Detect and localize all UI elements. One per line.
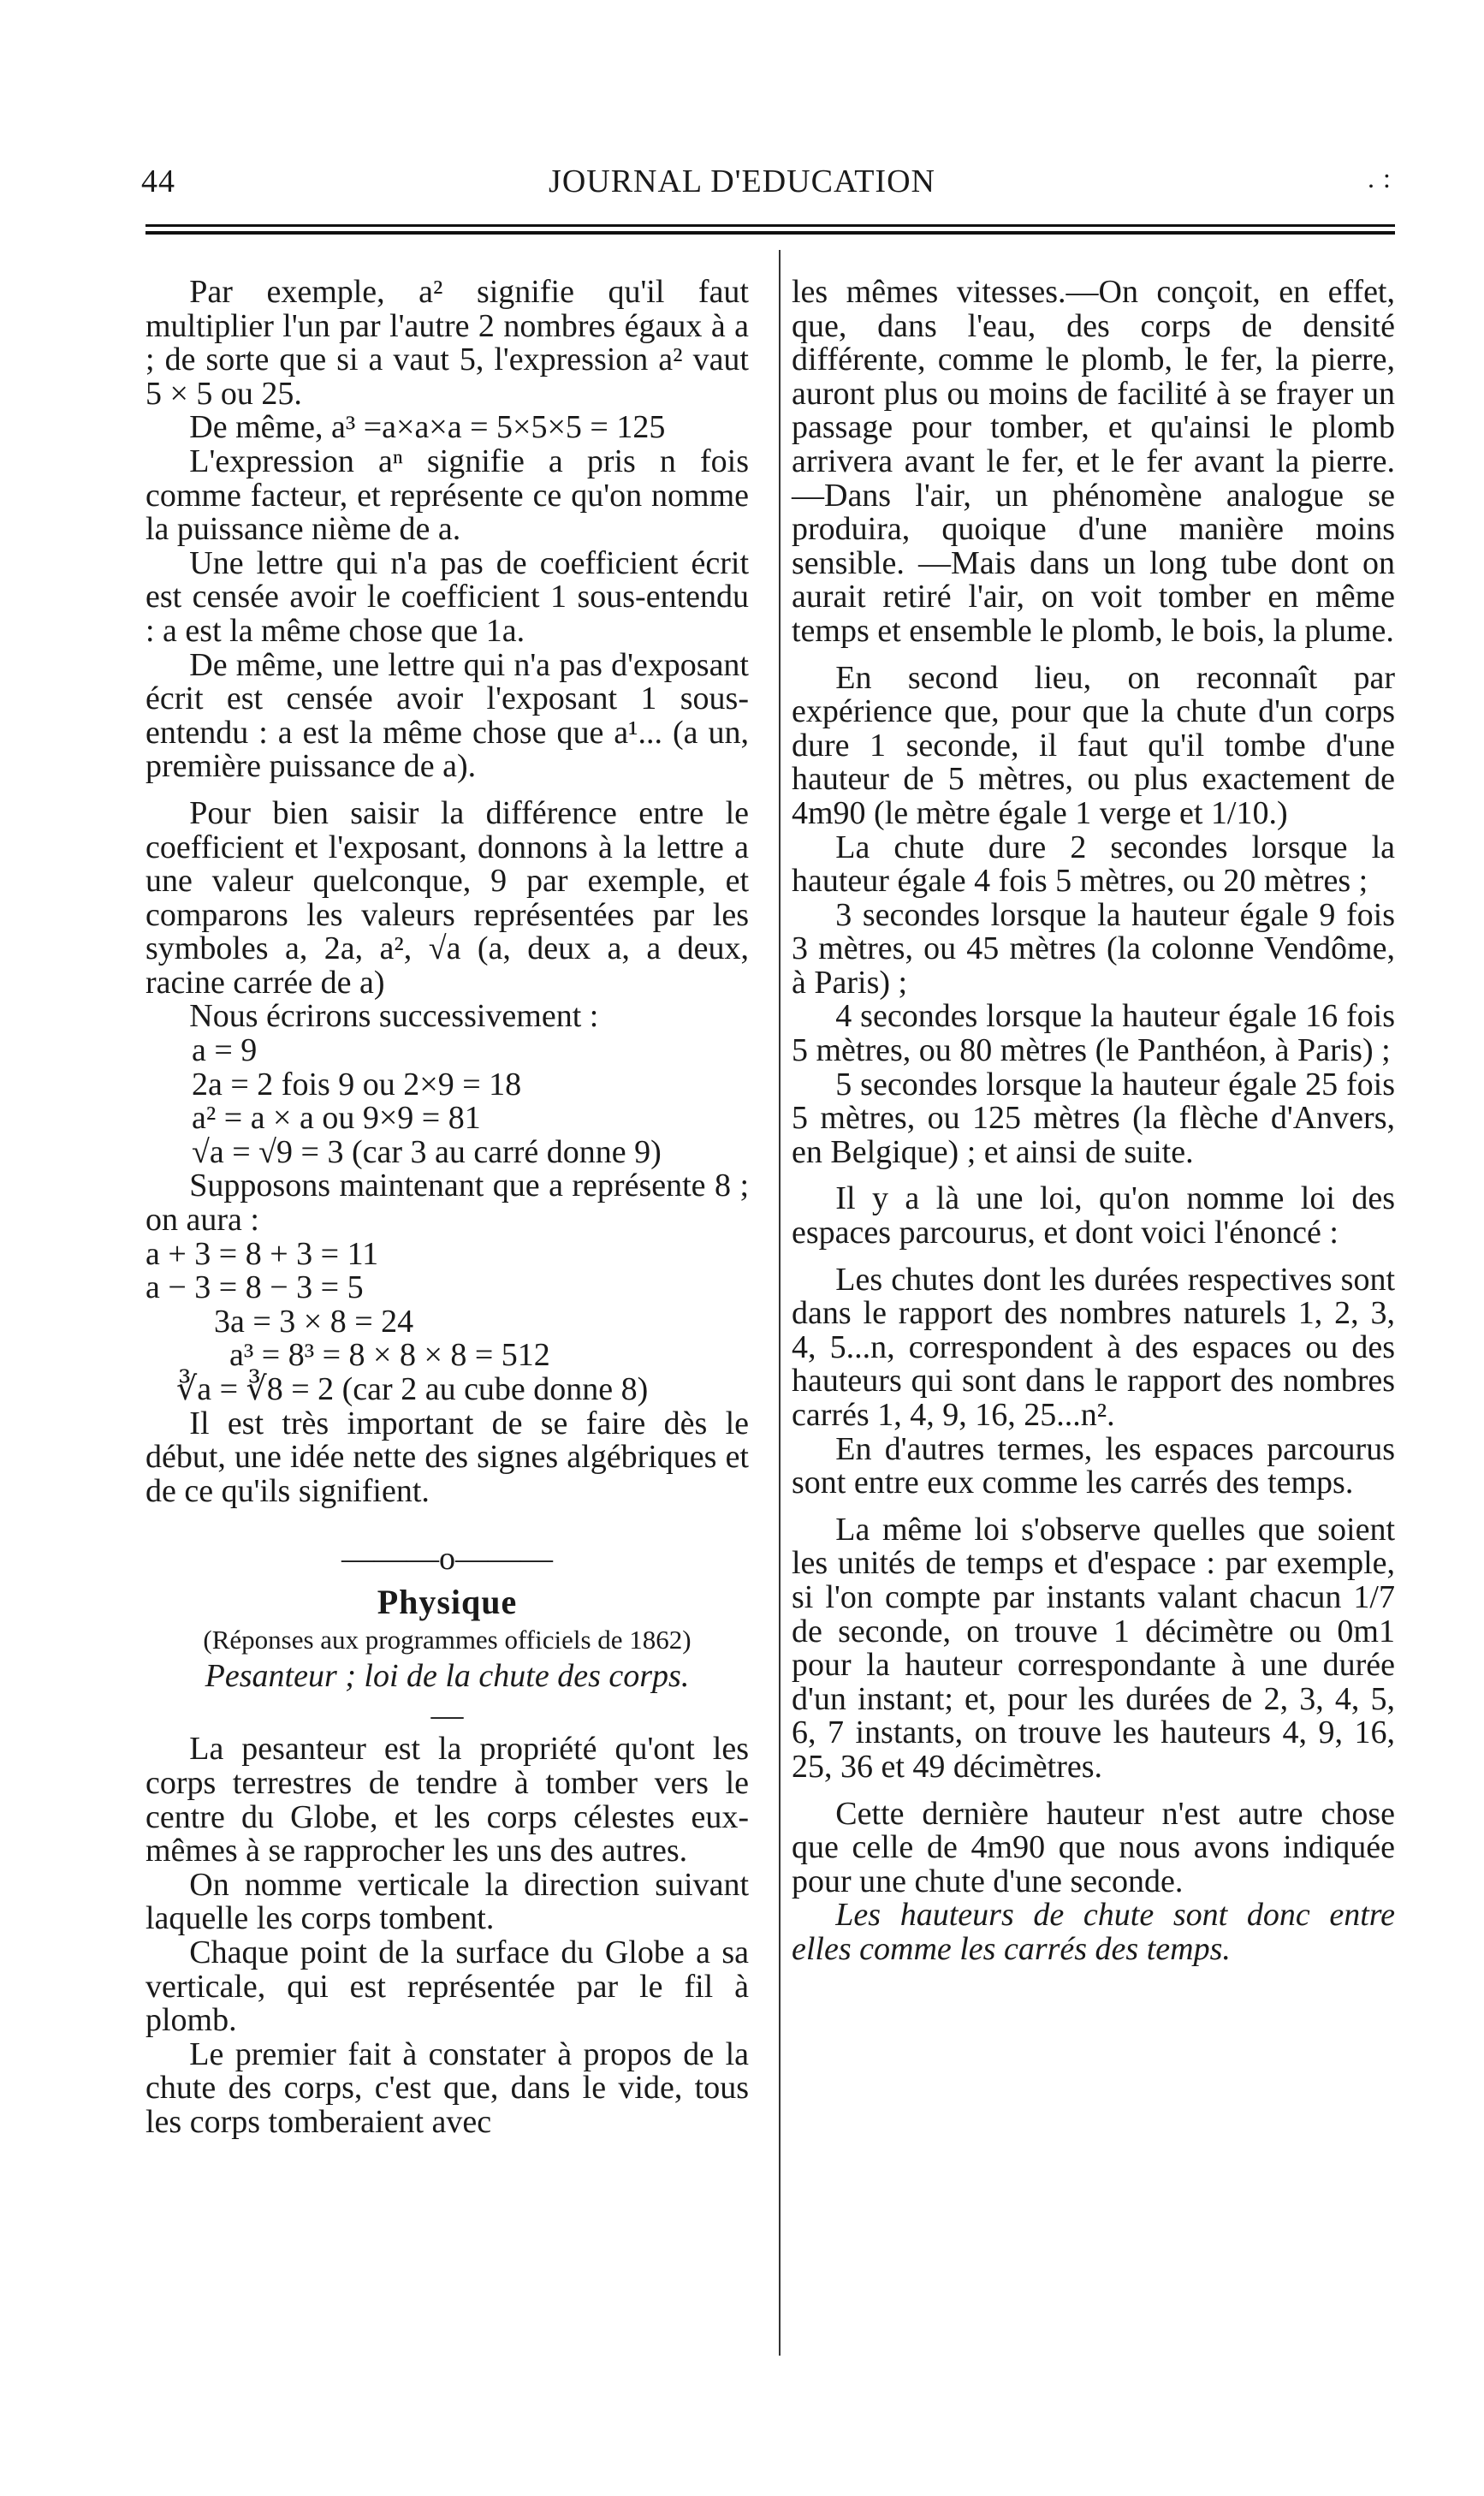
paragraph: L'expression aⁿ signifie a pris n fois comme facteur, et représente ce qu'on nomme la puissance nième de a. <box>145 443 749 548</box>
paragraph: La même loi s'observe quelles que soient les unités de temps et d'espace : par exemple, si l'on compte par instants valant chacun 1/7 de seconde, on trouve 1 décimètre ou 0m1 pour la hauteur correspondante à une durée d'un instant; et, pour les durées de 2, 3, 4, 5, 6, 7 instants, on trouve les hauteurs 4, 9, 16, 25, 36 et 49 décimètres. <box>792 1511 1395 1785</box>
section-title: Physique <box>377 1582 518 1621</box>
paragraph: La pesanteur est la propriété qu'ont les corps terrestres de tendre à tomber vers le centre du Globe, et les corps célestes eux-mêmes à se rapprocher les uns des autres. <box>145 1731 749 1869</box>
paragraph: 5 secondes lorsque la hauteur égale 25 fois 5 mètres, ou 125 mètres (la flèche d'Anvers, en Belgique) ; et ainsi de suite. <box>792 1066 1395 1170</box>
journal-title: JOURNAL D'EDUCATION <box>549 163 935 199</box>
paragraph-conclusion: Les hauteurs de chute sont donc entre elles comme les carrés des temps. <box>792 1897 1395 1967</box>
right-column <box>792 276 1395 1967</box>
paragraph: La chute dure 2 secondes lorsque la hauteur égale 4 fois 5 mètres, ou 20 mètres ; <box>792 829 1395 900</box>
paragraph: En second lieu, on reconnaît par expérience que, pour que la chute d'un corps dure 1 seconde, il faut qu'il tombe d'une hauteur de 5 mètres, ou plus exactement de 4m90 (le mètre égale 1 verge et 1/10.) <box>792 659 1395 831</box>
math-line: a³ = 8³ = 8 × 8 × 8 = 512 <box>229 1337 550 1374</box>
paragraph: Supposons maintenant que a représente 8 ; on aura : <box>145 1168 749 1239</box>
header-rule-thick <box>145 231 1395 235</box>
page-number: 44 <box>141 163 175 199</box>
math-line: 2a = 2 fois 9 ou 2×9 = 18 <box>192 1066 522 1102</box>
math-line: ∛a = ∛8 = 2 (car 2 au cube donne 8) <box>176 1371 649 1407</box>
section-subtitle: Pesanteur ; loi de la chute des corps. <box>205 1658 690 1695</box>
paragraph: Il y a là une loi, qu'on nomme loi des espaces parcourus, et dont voici l'énoncé : <box>792 1180 1395 1251</box>
margin-marks: . : <box>1368 163 1392 193</box>
paragraph: De même, une lettre qui n'a pas d'exposant écrit est censée avoir l'exposant 1 sous-entendu : a est la même chose que a¹... (a un, première puissance de a). <box>145 646 749 785</box>
paragraph: Il est très important de se faire dès le début, une idée nette des signes algébriques et de ce qu'ils signifient. <box>145 1405 749 1509</box>
section-source: (Réponses aux programmes officiels de 1862) <box>203 1624 692 1655</box>
paragraph: Par exemple, a² signifie qu'il faut multiplier l'un par l'autre 2 nombres égaux à a ; de sorte que si a vaut 5, l'expression a² vaut 5 × 5 ou 25. <box>145 274 749 412</box>
left-column <box>145 276 749 2139</box>
section-dash: — <box>430 1697 464 1733</box>
paragraph: 3 secondes lorsque la hauteur égale 9 fois 3 mètres, ou 45 mètres (la colonne Vendôme, à Paris) ; <box>792 896 1395 1001</box>
paragraph: Pour bien saisir la différence entre le coefficient et l'exposant, donnons à la lettre a une valeur quelconque, 9 par exemple, et comparons les valeurs représentées par les symboles a, 2a, a², √a (a, deux a, a deux, racine carrée de a) <box>145 794 749 1001</box>
paragraph: Le premier fait à constater à propos de la chute des corps, c'est que, dans le vide, tous les corps tomberaient avec <box>145 2035 749 2140</box>
paragraph: En d'autres termes, les espaces parcourus sont entre eux comme les carrés des temps. <box>792 1430 1395 1501</box>
column-divider <box>779 250 781 2356</box>
math-line: a² = a × a ou 9×9 = 81 <box>192 1100 481 1137</box>
paragraph: Les chutes dont les durées respectives sont dans le rapport des nombres naturels 1, 2, 3, 4, 5...n, correspondent à des espaces ou des hauteurs qui sont dans le rapport des nombres carrés 1, 4, 9, 16, 25...n². <box>792 1261 1395 1433</box>
header-rule-thin <box>145 224 1395 227</box>
paragraph: 4 secondes lorsque la hauteur égale 16 fois 5 mètres, ou 80 mètres (le Panthéon, à Paris) ; <box>792 998 1395 1069</box>
paragraph: Nous écrirons successivement : <box>189 998 599 1035</box>
math-line: a + 3 = 8 + 3 = 11 <box>145 1235 379 1272</box>
paragraph: Chaque point de la surface du Globe a sa verticale, qui est représentée par le fil à plomb. <box>145 1934 749 2039</box>
paragraph: De même, a³ =a×a×a = 5×5×5 = 125 <box>189 409 666 446</box>
math-line: 3a = 3 × 8 = 24 <box>214 1303 414 1340</box>
paragraph: Une lettre qui n'a pas de coefficient écrit est censée avoir le coefficient 1 sous-entendu : a est la même chose que 1a. <box>145 544 749 649</box>
paragraph: les mêmes vitesses.—On conçoit, en effet, que, dans l'eau, des corps de densité différente, comme le plomb, le fer, la pierre, auront plus ou moins de facilité à se frayer un passage pour tomber, et qu'ainsi le plomb arrivera avant le fer, et le fer avant la pierre.—Dans l'air, un phénomène analogue se produira, quoique d'une manière moins sensible. —Mais dans un long tube dont on aurait retiré l'air, on voit tomber en même temps et ensemble le plomb, le bois, la plume. <box>792 274 1395 649</box>
paragraph: On nomme verticale la direction suivant laquelle les corps tombent. <box>145 1866 749 1937</box>
section-divider: ———o——— <box>341 1541 553 1578</box>
paragraph: Cette dernière hauteur n'est autre chose que celle de 4m90 que nous avons indiquée pour une chute d'une seconde. <box>792 1795 1395 1899</box>
math-line: a = 9 <box>192 1032 258 1069</box>
math-line: a − 3 = 8 − 3 = 5 <box>145 1269 364 1306</box>
math-line: √a = √9 = 3 (car 3 au carré donne 9) <box>192 1133 662 1170</box>
